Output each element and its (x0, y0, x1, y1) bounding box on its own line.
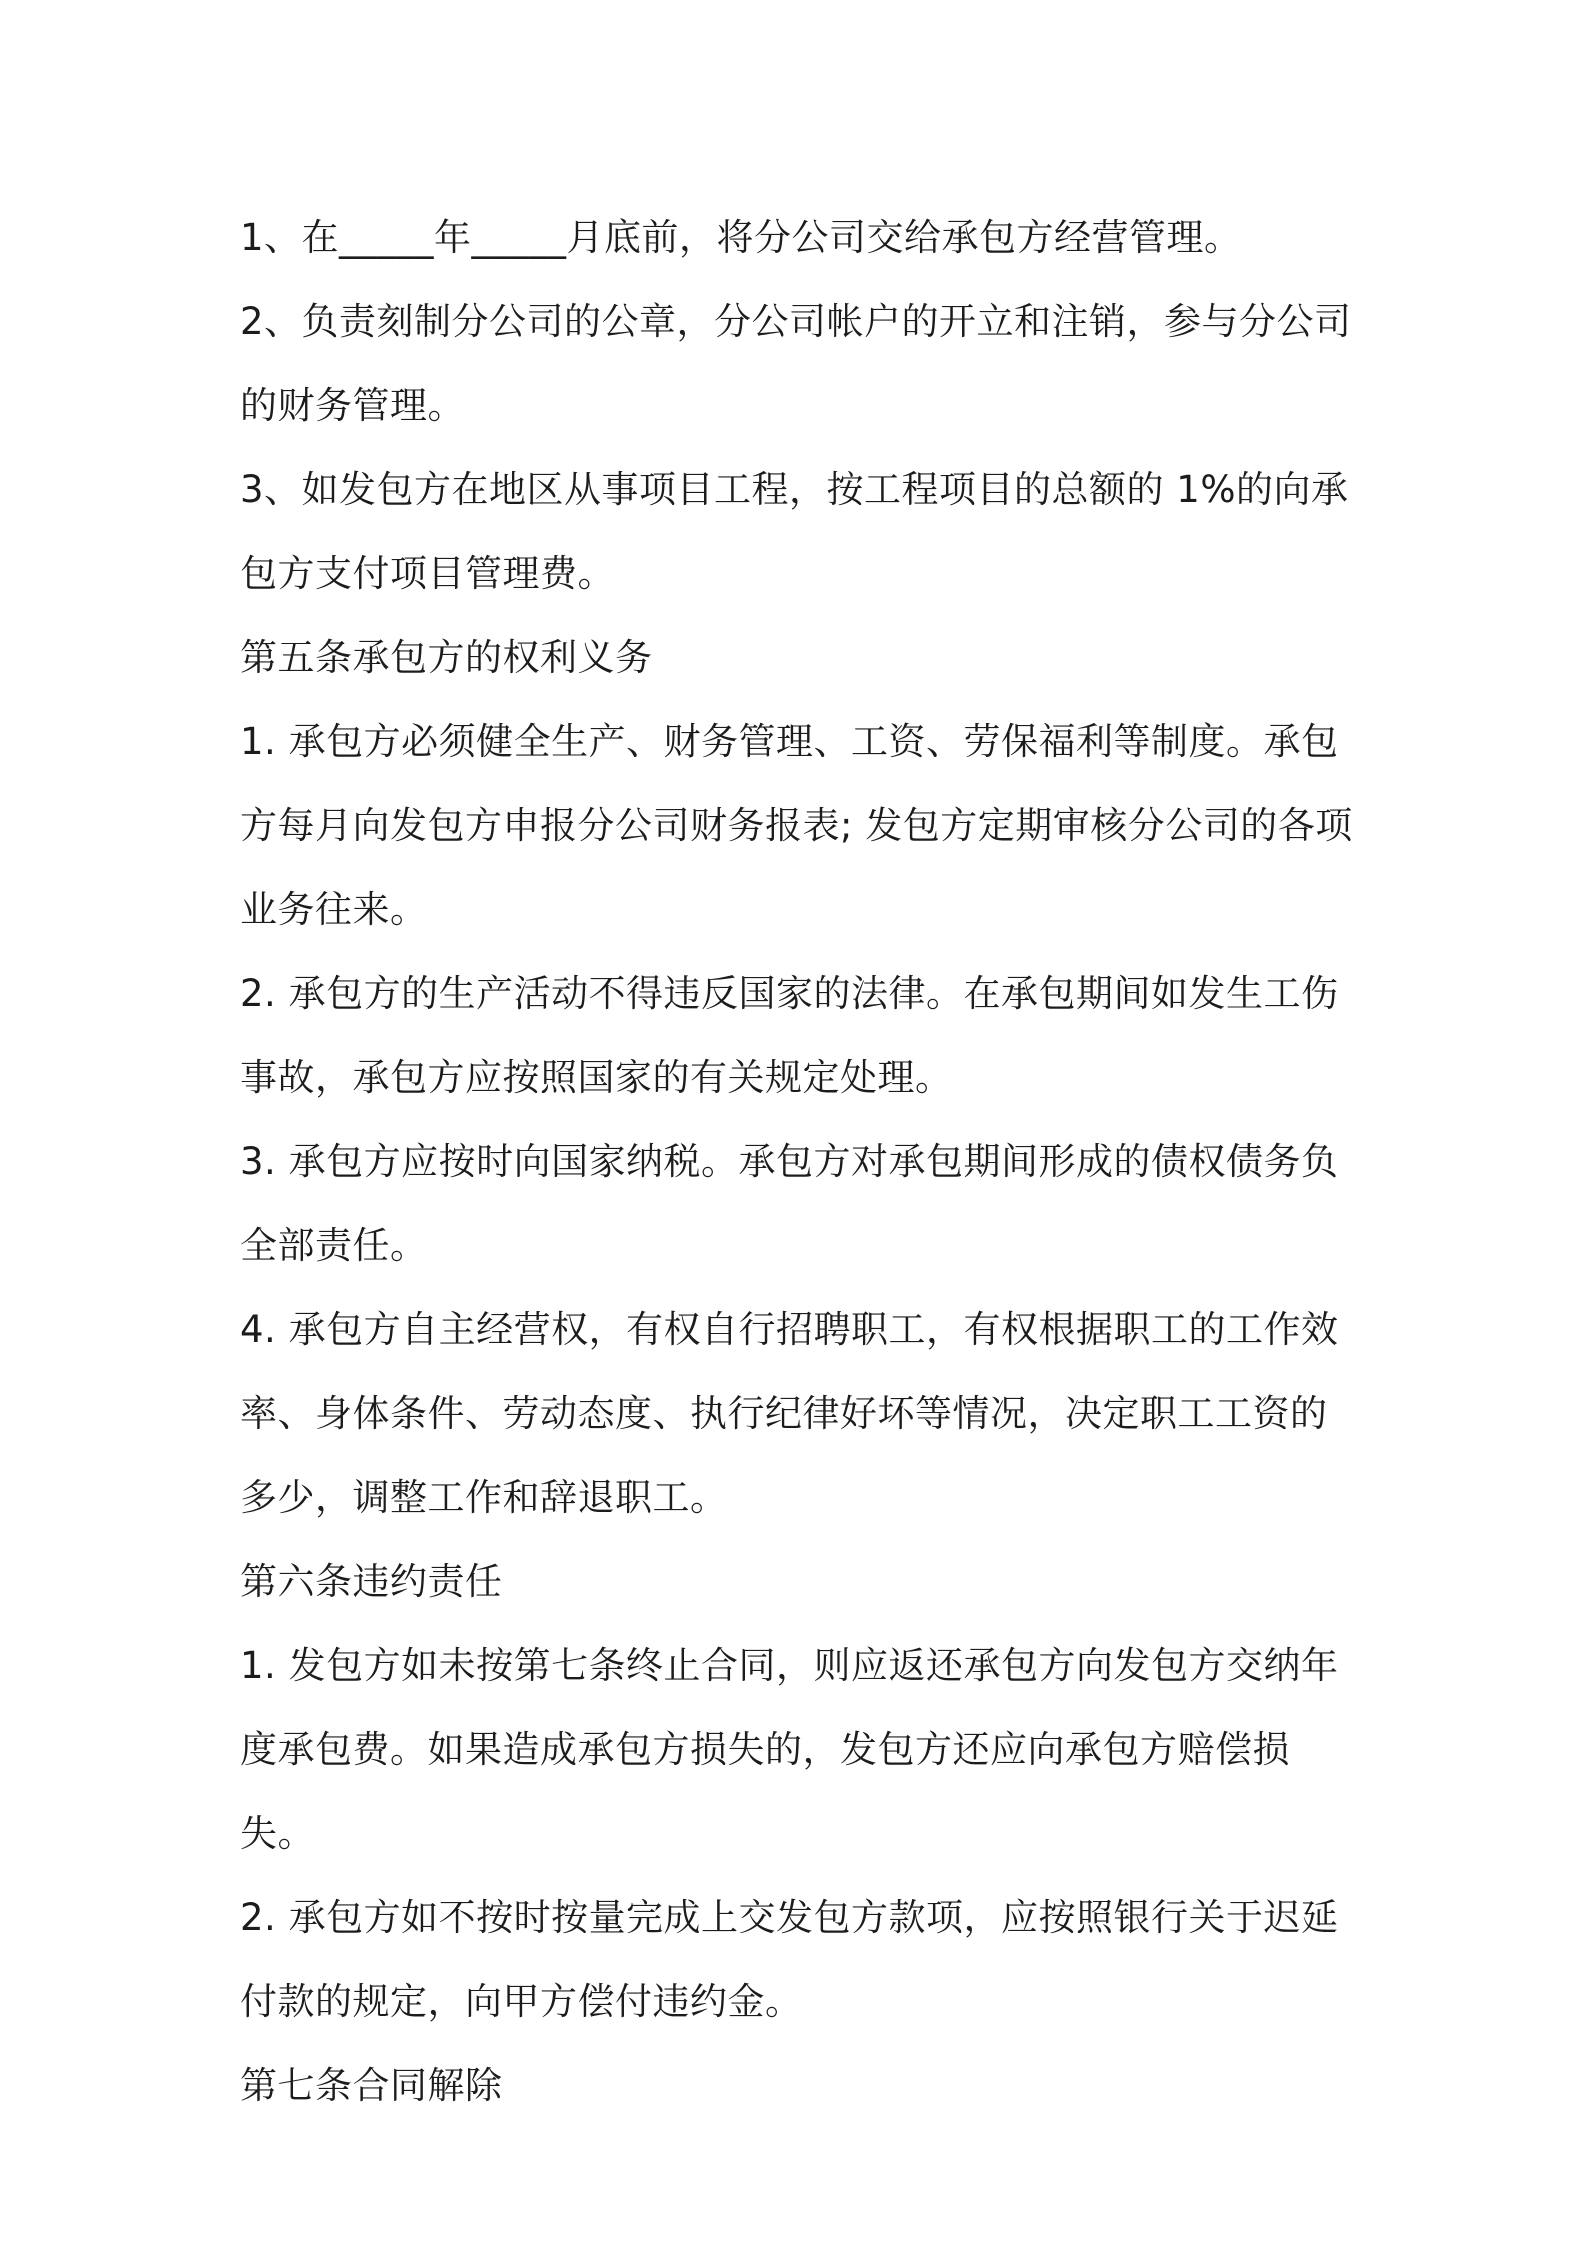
clause-6-item-2: 2. 承包方如不按时按量完成上交发包方款项，应按照银行关于迟延付款的规定，向甲方偿付违约金。 (240, 1896, 1339, 2023)
clause-5-item-1: 1. 承包方必须健全生产、财务管理、工资、劳保福利等制度。承包方每月向发包方申报分公司财务报表; 发包方定期审核分公司的各项业务往来。 (240, 720, 1353, 931)
clause-5-item-4: 4. 承包方自主经营权，有权自行招聘职工，有权根据职工的工作效率、身体条件、劳动态度、执行纪律好坏等情况，决定职工工资的多少，调整工作和辞退职工。 (240, 1308, 1339, 1519)
clause-4-item-3: 3、如发包方在地区从事项目工程，按工程项目的总额的 1%的向承包方支付项目管理费。 (240, 468, 1349, 595)
clause-4-item-2: 2、负责刻制分公司的公章，分公司帐户的开立和注销，参与分公司的财务管理。 (240, 300, 1352, 427)
clause-6-item-1: 1. 发包方如未按第七条终止合同，则应返还承包方向发包方交纳年度承包费。如果造成承包方损失的，发包方还应向承包方赔偿损失。 (240, 1644, 1339, 1855)
clause-5-item-2: 2. 承包方的生产活动不得违反国家的法律。在承包期间如发生工伤事故，承包方应按照国家的有关规定处理。 (240, 972, 1339, 1099)
section-heading-article-5: 第五条承包方的权利义务 (240, 636, 653, 679)
clause-4-item-1: 1、在_____年_____月底前，将分公司交给承包方经营管理。 (240, 216, 1242, 259)
section-heading-article-6: 第六条违约责任 (240, 1560, 503, 1603)
document-body (240, 196, 1360, 2128)
clause-5-item-3: 3. 承包方应按时向国家纳税。承包方对承包期间形成的债权债务负全部责任。 (240, 1140, 1339, 1267)
section-heading-article-7: 第七条合同解除 (240, 2064, 503, 2107)
